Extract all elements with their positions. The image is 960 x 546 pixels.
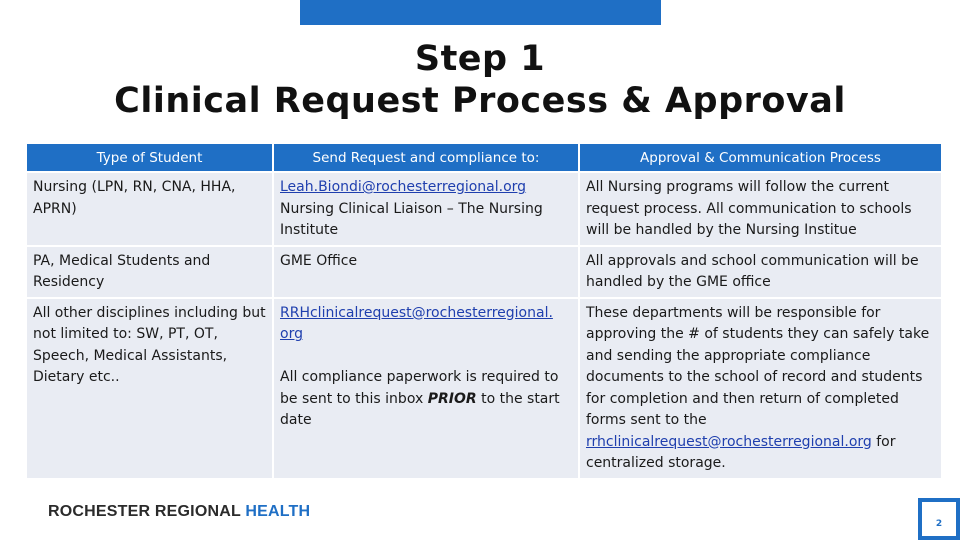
cell-student-type: All other disciplines including but not limited to: SW, PT, OT, Speech, Medical Assistants, Dietary etc.. bbox=[27, 299, 274, 480]
cell-send-to bbox=[274, 299, 580, 480]
email-link-leah-biondi[interactable]: Leah.Biondi@rochesterregional.org bbox=[280, 179, 527, 195]
cell-send-to: GME Office bbox=[274, 247, 580, 299]
table-row bbox=[27, 247, 941, 299]
page-title bbox=[0, 38, 960, 122]
cell-student-type: PA, Medical Students and Residency bbox=[27, 247, 274, 299]
email-link-part-1: RRHclinicalrequest@rochesterregional. bbox=[280, 304, 553, 321]
email-link-rrh-clinical-request[interactable] bbox=[280, 305, 553, 343]
compliance-note-emphasis: PRIOR bbox=[427, 390, 477, 407]
send-to-description: Nursing Clinical Liaison – The Nursing Institute bbox=[280, 200, 543, 238]
page-number: 2 bbox=[922, 502, 956, 536]
title-line-1: Step 1 bbox=[414, 39, 546, 79]
cell-approval: All approvals and school communication will be handled by the GME office bbox=[580, 247, 941, 299]
column-header-type: Type of Student bbox=[27, 144, 274, 173]
column-header-send: Send Request and compliance to: bbox=[274, 144, 580, 173]
request-process-table bbox=[27, 144, 941, 480]
cell-send-to bbox=[274, 173, 580, 247]
title-line-2: Clinical Request Process & Approval bbox=[114, 81, 846, 121]
compliance-note-after: to the start date bbox=[280, 390, 560, 428]
email-link-part-2: org bbox=[280, 326, 303, 342]
cell-approval: All Nursing programs will follow the current request process. All communication to schools will be handled by the Nursing Institue bbox=[580, 173, 941, 247]
logo-text-accent: HEALTH bbox=[245, 503, 311, 520]
approval-text-end: for centralized storage. bbox=[586, 433, 896, 471]
table-header-row bbox=[27, 144, 941, 173]
cell-approval bbox=[580, 299, 941, 480]
top-accent-bar bbox=[300, 0, 661, 25]
logo-text-primary: ROCHESTER REGIONAL bbox=[48, 503, 241, 520]
compliance-note bbox=[280, 369, 560, 428]
table-row bbox=[27, 173, 941, 247]
email-link-centralized-storage[interactable]: rrhclinicalrequest@rochesterregional.org bbox=[586, 433, 872, 450]
column-header-approval: Approval & Communication Process bbox=[580, 144, 941, 173]
table-row bbox=[27, 299, 941, 480]
approval-text: These departments will be responsible for approving the # of students they can safely take and sending the appropriate compliance documents to the school of record and students for completion and then return of completed forms sent to the bbox=[586, 304, 930, 428]
page-number-badge bbox=[918, 498, 960, 540]
cell-student-type: Nursing (LPN, RN, CNA, HHA, APRN) bbox=[27, 173, 274, 247]
rochester-regional-logo bbox=[48, 503, 310, 521]
compliance-note-before: All compliance paperwork is required to be sent to this inbox bbox=[280, 369, 559, 407]
